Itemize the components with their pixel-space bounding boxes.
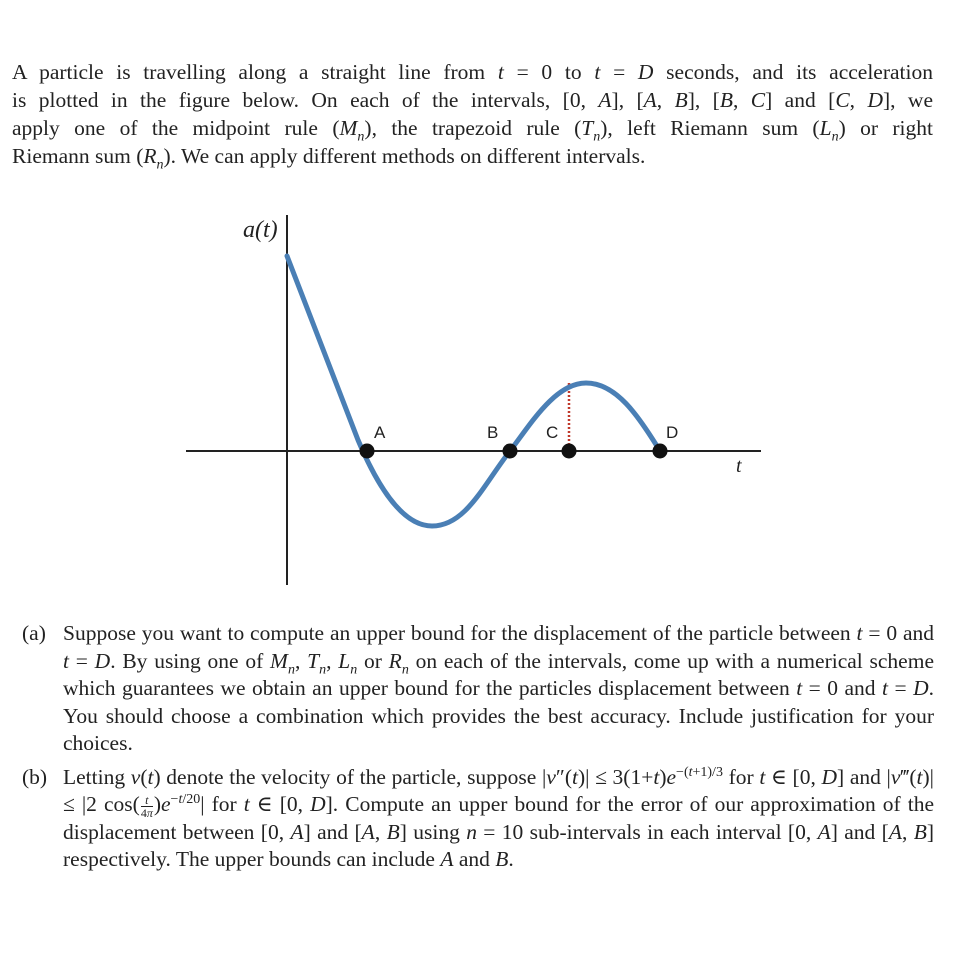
questions	[22, 620, 934, 880]
acceleration-curve	[287, 256, 660, 526]
question-b-label: (b)	[22, 764, 48, 789]
point-A	[360, 444, 375, 459]
intro-line-2: is plotted in the figure below. On each of the intervals, [0, A], [A, B], [B, C] and [C, D], we	[12, 88, 934, 112]
label-D: D	[666, 423, 679, 442]
question-a-label: (a)	[22, 621, 46, 645]
label-B: B	[487, 423, 499, 442]
question-a: (a) Suppose you want to compute an upper bound for the displacement of the particle between t = 0 and t = D. By using one of $M_n$, $T_n$, $L_n$ or $R_n$ on each of the intervals, come up with a numerical scheme which guarantees we obtain an upper bound for the particles displacement between t = 0 and t = D. You should choose a combination which provides the best accuracy. Include justification for your choices.	[22, 621, 934, 755]
point-D	[653, 444, 668, 459]
intro-line-4: Riemann sum $(R_n)$. We can apply different methods on different intervals.	[12, 144, 646, 173]
y-axis-label: a(t)	[243, 217, 278, 243]
label-C: C	[546, 423, 559, 442]
point-B	[503, 444, 518, 459]
intro-line-1: A particle is travelling along a straight line from t = 0 to t = D seconds, and its acceleration	[12, 60, 933, 84]
label-A: A	[374, 423, 386, 442]
x-axis-label: t	[736, 455, 742, 477]
question-b: (b) Letting v(t) denote the velocity of the particle, suppose $|v''(t)| \le 3(1+t)e^{-(t+1)/3}$ for t ∈ [0, D] and |v‴(t)| ≤ |2 cos( $\frac{t}{4\pi}$ )$e^{-t/20}|$ for t ∈ [0, D]. Compute an upper bound for the error of our approximation of the displacement between [0, A] and [A, B] using n = 10 sub-intervals in each interval [0, A] and [A, B] respectively. The upper bounds can include A and B.	[22, 764, 935, 872]
point-C	[562, 444, 577, 459]
intro-line-3: apply one of the midpoint rule $(M_n)$, the trapezoid rule $(T_n)$, left Riemann sum $(L_n)$ or right	[12, 116, 933, 145]
